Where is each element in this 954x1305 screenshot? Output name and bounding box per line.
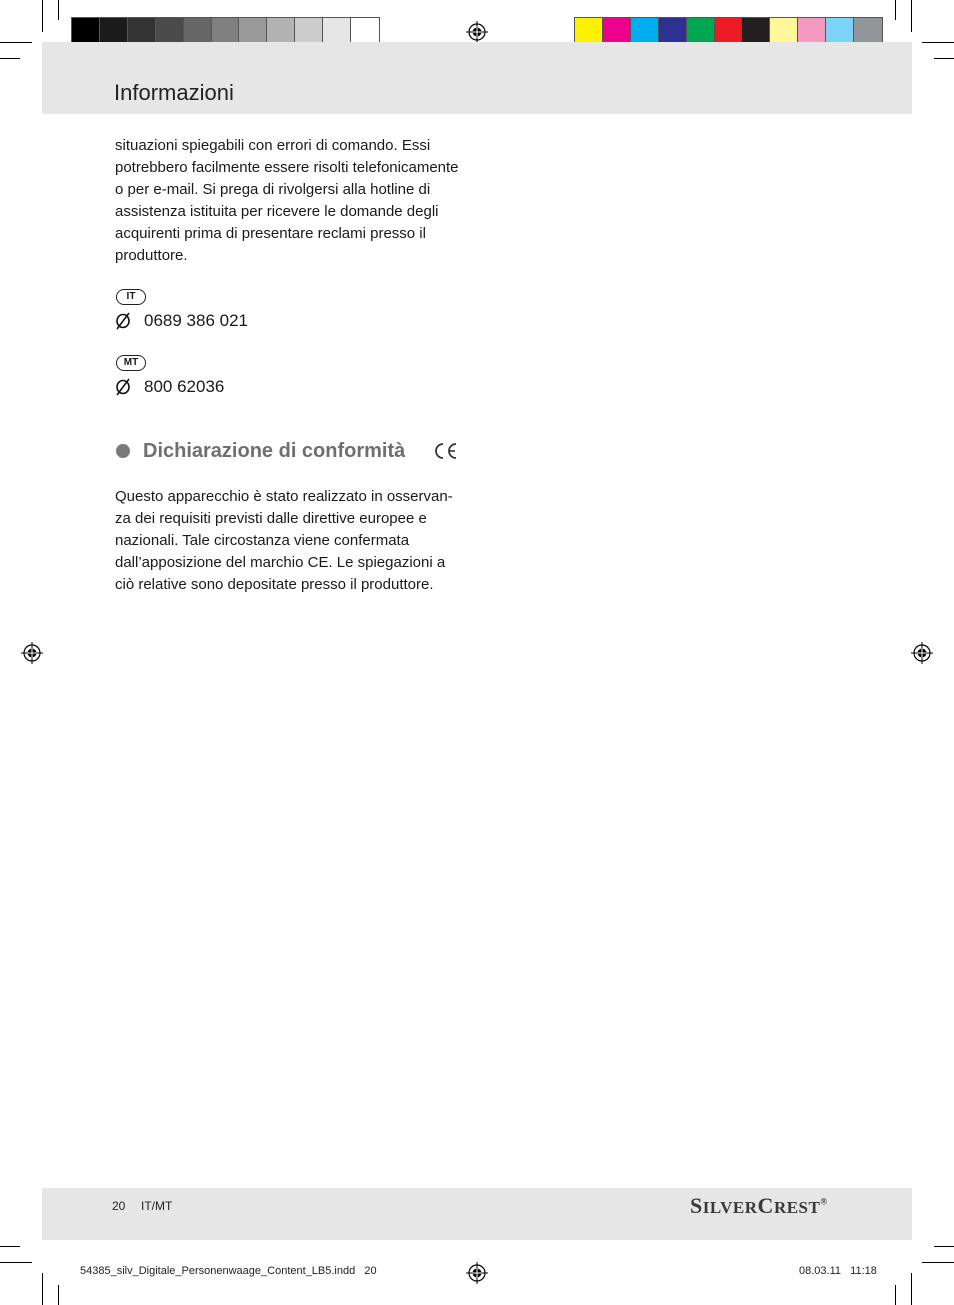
brand-initial: S [690, 1193, 703, 1218]
phone-icon [115, 311, 131, 331]
section-heading: Dichiarazione di conformità [143, 440, 406, 462]
crop-mark [934, 1246, 954, 1247]
crop-mark [42, 1273, 43, 1305]
crop-mark [58, 1285, 59, 1305]
text-line: Questo apparecchio è stato realizzato in osservan- [115, 488, 453, 505]
country-badge-mt: MT [116, 355, 146, 371]
crop-mark [0, 1262, 32, 1263]
brand-logo [690, 1193, 828, 1219]
slug-datetime: 08.03.11 11:18 [799, 1265, 877, 1277]
crop-mark [895, 0, 896, 20]
slug-file-info: 54385_silv_Digitale_Personenwaage_Content_LB5.indd 20 [80, 1265, 377, 1277]
crop-mark [0, 42, 32, 43]
text-line: potrebbero facilmente essere risolti telefonicamente [115, 159, 459, 176]
ce-mark-icon [433, 441, 459, 461]
intro-paragraph [115, 135, 470, 267]
brand-initial: C [757, 1193, 774, 1218]
crop-mark [58, 0, 59, 20]
phone-icon [115, 377, 131, 397]
text-line: o per e-mail. Si prega di rivolgersi alla hotline di [115, 181, 431, 198]
registered-symbol: ® [820, 1196, 828, 1207]
text-line: ciò relative sono depositate presso il produttore. [115, 576, 434, 593]
crop-mark [911, 0, 912, 32]
section-bullet-icon [116, 444, 130, 458]
phone-number: 800 62036 [144, 377, 225, 396]
registration-mark-icon [911, 642, 933, 664]
crop-mark [42, 0, 43, 32]
text-line: dall’apposizione del marchio CE. Le spiegazioni a [115, 554, 446, 571]
language-code: IT/MT [141, 1199, 173, 1213]
registration-mark-icon [466, 1262, 488, 1284]
page-number: 20 [112, 1199, 126, 1213]
crop-mark [0, 58, 20, 59]
crop-mark [922, 1262, 954, 1263]
crop-mark [922, 42, 954, 43]
phone-number: 0689 386 021 [144, 311, 248, 330]
page-title: Informazioni [114, 80, 234, 105]
text-line: nazionali. Tale circostanza viene confermata [115, 532, 410, 549]
text-line: assistenza istituita per ricevere le domande degli [115, 203, 439, 220]
crop-mark [895, 1285, 896, 1305]
conformity-paragraph [115, 486, 470, 596]
text-line: situazioni spiegabili con errori di comando. Essi [115, 137, 431, 154]
text-line: produttore. [115, 247, 188, 264]
registration-mark-icon [21, 642, 43, 664]
brand-smallcaps: REST [773, 1198, 821, 1217]
crop-mark [911, 1273, 912, 1305]
text-line: acquirenti prima di presentare reclami presso il [115, 225, 426, 242]
crop-mark [934, 58, 954, 59]
text-line: za dei requisiti previsti dalle direttive europee e [115, 510, 427, 527]
registration-mark-icon [466, 21, 488, 43]
country-badge-it: IT [116, 289, 146, 305]
brand-smallcaps: ILVER [702, 1198, 758, 1217]
crop-mark [0, 1246, 20, 1247]
